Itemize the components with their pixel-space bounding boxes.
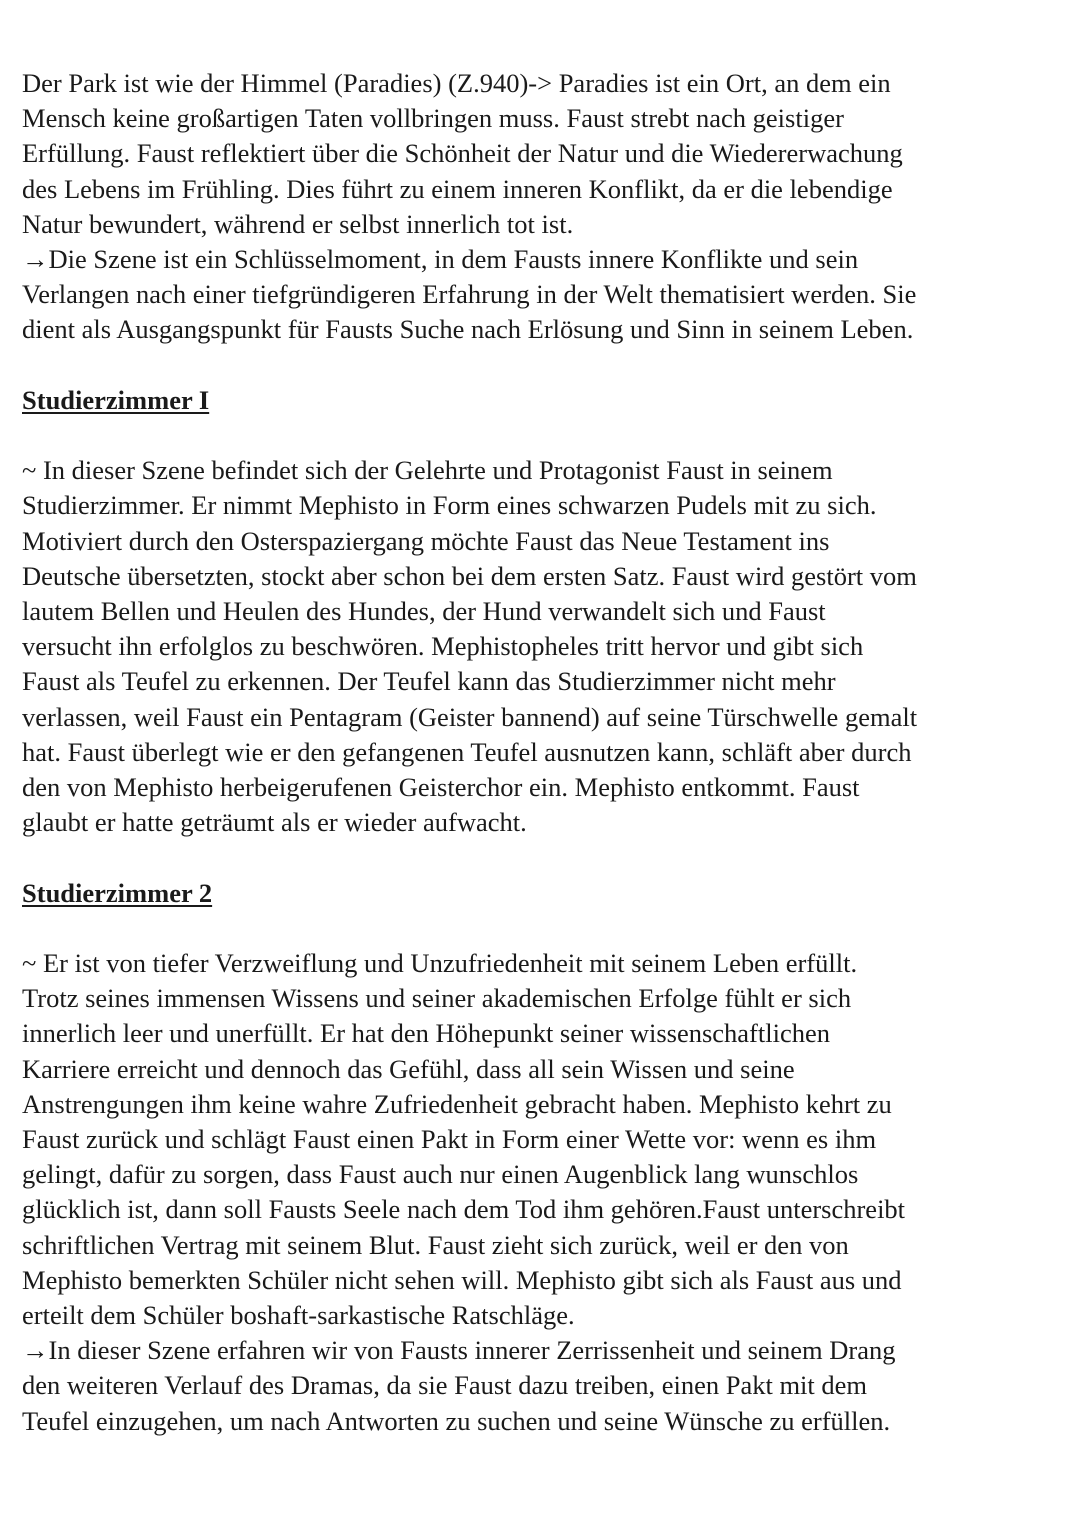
text-line: Anstrengungen ihm keine wahre Zufriedenheit gebracht haben. Mephisto kehrt zu — [22, 1088, 892, 1119]
text-line: dient als Ausgangspunkt für Fausts Suche nach Erlösung und Sinn in seinem Leben. — [22, 314, 914, 345]
text-line: glücklich ist, dann soll Fausts Seele nach dem Tod ihm gehören.Faust unterschreibt — [22, 1194, 906, 1225]
text-line: Teufel einzugehen, um nach Antworten zu suchen und seine Wünsche zu erfüllen. — [22, 1405, 891, 1436]
text-line: des Lebens im Frühling. Dies führt zu einem inneren Konflikt, da er die lebendige — [22, 173, 893, 204]
text-line: Mensch keine großartigen Taten vollbringen muss. Faust strebt nach geistiger — [22, 103, 844, 134]
text-line: lautem Bellen und Heulen des Hundes, der Hund verwandelt sich und Faust — [22, 596, 826, 627]
text-line: Der Park ist wie der Himmel (Paradies) (Z.940)-> Paradies ist ein Ort, an dem ein — [22, 68, 891, 98]
text-line: Verlangen nach einer tiefgründigeren Erfahrung in der Welt thematisiert werden. Sie — [22, 279, 917, 310]
text-line: gelingt, dafür zu sorgen, dass Faust auch nur einen Augenblick lang wunschlos — [22, 1159, 859, 1190]
text-line: Trotz seines immensen Wissens und seiner akademischen Erfolge fühlt er sich — [22, 983, 852, 1014]
text-line: den von Mephisto herbeigerufenen Geisterchor ein. Mephisto entkommt. Faust — [22, 772, 860, 803]
section-heading-studierzimmer-2: Studierzimmer 2 — [22, 877, 213, 908]
text-line: →In dieser Szene erfahren wir von Fausts innerer Zerrissenheit und seinem Drang — [22, 1335, 896, 1366]
text-line: →Die Szene ist ein Schlüsselmoment, in dem Fausts innere Konflikte und sein — [22, 244, 859, 275]
text-line: versucht ihn erfolglos zu beschwören. Mephistopheles tritt hervor und gibt sich — [22, 631, 864, 662]
text-line: hat. Faust überlegt wie er den gefangenen Teufel ausnutzen kann, schläft aber durch — [22, 736, 912, 767]
text-line: den weiteren Verlauf des Dramas, da sie Faust dazu treiben, einen Pakt mit dem — [22, 1370, 868, 1401]
text-line: innerlich leer und unerfüllt. Er hat den Höhepunkt seiner wissenschaftlichen — [22, 1018, 830, 1049]
document-page — [22, 66, 1062, 1439]
intro-paragraph — [22, 66, 1062, 348]
text-line: Studierzimmer. Er nimmt Mephisto in Form eines schwarzen Pudels mit zu sich. — [22, 490, 877, 521]
text-line: ~ In dieser Szene befindet sich der Gelehrte und Protagonist Faust in seinem — [22, 455, 833, 486]
text-line: ~ Er ist von tiefer Verzweiflung und Unzufriedenheit mit seinem Leben erfüllt. — [22, 948, 858, 979]
text-line: Mephisto bemerkten Schüler nicht sehen will. Mephisto gibt sich als Faust aus und — [22, 1264, 902, 1295]
text-line: Motiviert durch den Osterspaziergang möchte Faust das Neue Testament ins — [22, 525, 830, 556]
text-line: glaubt er hatte geträumt als er wieder aufwacht. — [22, 807, 527, 838]
text-line: Erfüllung. Faust reflektiert über die Schönheit der Natur und die Wiedererwachung — [22, 138, 903, 169]
section-1-paragraph — [22, 453, 1062, 840]
text-line: erteilt dem Schüler boshaft-sarkastische Ratschläge. — [22, 1300, 575, 1331]
text-line: verlassen, weil Faust ein Pentagram (Geister bannend) auf seine Türschwelle gemalt — [22, 701, 918, 732]
section-heading-studierzimmer-1: Studierzimmer I — [22, 384, 210, 415]
text-line: Karriere erreicht und dennoch das Gefühl, dass all sein Wissen und seine — [22, 1053, 795, 1084]
text-line: Deutsche übersetzten, stockt aber schon bei dem ersten Satz. Faust wird gestört vom — [22, 560, 917, 591]
text-line: Natur bewundert, während er selbst innerlich tot ist. — [22, 208, 574, 239]
text-line: schriftlichen Vertrag mit seinem Blut. Faust zieht sich zurück, weil er den von — [22, 1229, 849, 1260]
section-2-paragraph — [22, 946, 1062, 1439]
text-line: Faust als Teufel zu erkennen. Der Teufel kann das Studierzimmer nicht mehr — [22, 666, 836, 697]
text-line: Faust zurück und schlägt Faust einen Pakt in Form einer Wette vor: wenn es ihm — [22, 1124, 877, 1155]
